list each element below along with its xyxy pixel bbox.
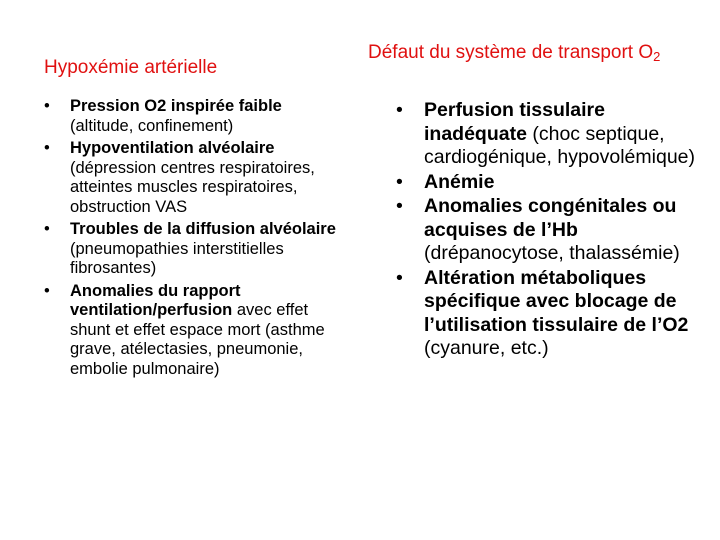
item-detail-text: avec effet shunt et effet espace mort (asthme grave, atélectasies, pneumonie, embolie pulmonaire) — [70, 301, 325, 378]
right-heading-text: Défaut du système de transport O — [368, 42, 654, 63]
bullet-icon: • — [44, 220, 50, 238]
bullet-icon: • — [396, 99, 403, 121]
left-heading: Hypoxémie artérielle — [44, 57, 218, 78]
bullet-icon: • — [396, 170, 403, 193]
list-item — [44, 220, 336, 279]
left-bullet-list — [44, 97, 336, 382]
list-item — [44, 282, 336, 380]
list-item — [396, 171, 706, 195]
item-bold-text: Anémie — [424, 170, 495, 193]
list-item — [396, 195, 706, 266]
list-item — [44, 139, 336, 217]
list-item — [396, 99, 706, 170]
item-detail-text: (altitude, confinement) — [70, 116, 234, 135]
bullet-icon: • — [44, 281, 50, 300]
bullet-icon: • — [396, 266, 403, 289]
bullet-icon: • — [44, 139, 50, 157]
item-detail-text: (dépression centres respiratoires, atteintes muscles respiratoires, obstruction VAS — [70, 158, 315, 216]
item-bold-text: Altération métaboliques spécifique avec blocage de l’utilisation tissulaire de l’O2 — [424, 266, 689, 336]
item-bold-text: Hypoventilation alvéolaire — [70, 139, 275, 157]
item-bold-text: Anomalies du rapport ventilation/perfusion — [70, 281, 241, 319]
item-bold-text: Pression O2 inspirée faible — [70, 97, 282, 115]
item-detail-text: (pneumopathies interstitielles fibrosantes) — [70, 239, 284, 277]
bullet-icon: • — [396, 195, 403, 217]
item-detail-text: (cyanure, etc.) — [424, 337, 549, 359]
right-bullet-list — [396, 99, 706, 362]
bullet-icon: • — [44, 97, 50, 115]
item-bold-text: Perfusion tissulaire inadéquate — [424, 99, 605, 145]
right-heading-subscript: 2 — [653, 49, 661, 64]
list-item — [44, 97, 336, 136]
right-heading — [368, 41, 668, 68]
item-bold-text: Anomalies congénitales ou acquises de l’Hb — [424, 195, 677, 241]
item-detail-text: (drépanocytose, thalassémie) — [424, 242, 680, 264]
item-bold-text: Troubles de la diffusion alvéolaire — [70, 220, 336, 238]
list-item — [396, 267, 706, 361]
item-detail-text: (choc septique, cardiogénique, hypovolémique) — [424, 122, 696, 168]
